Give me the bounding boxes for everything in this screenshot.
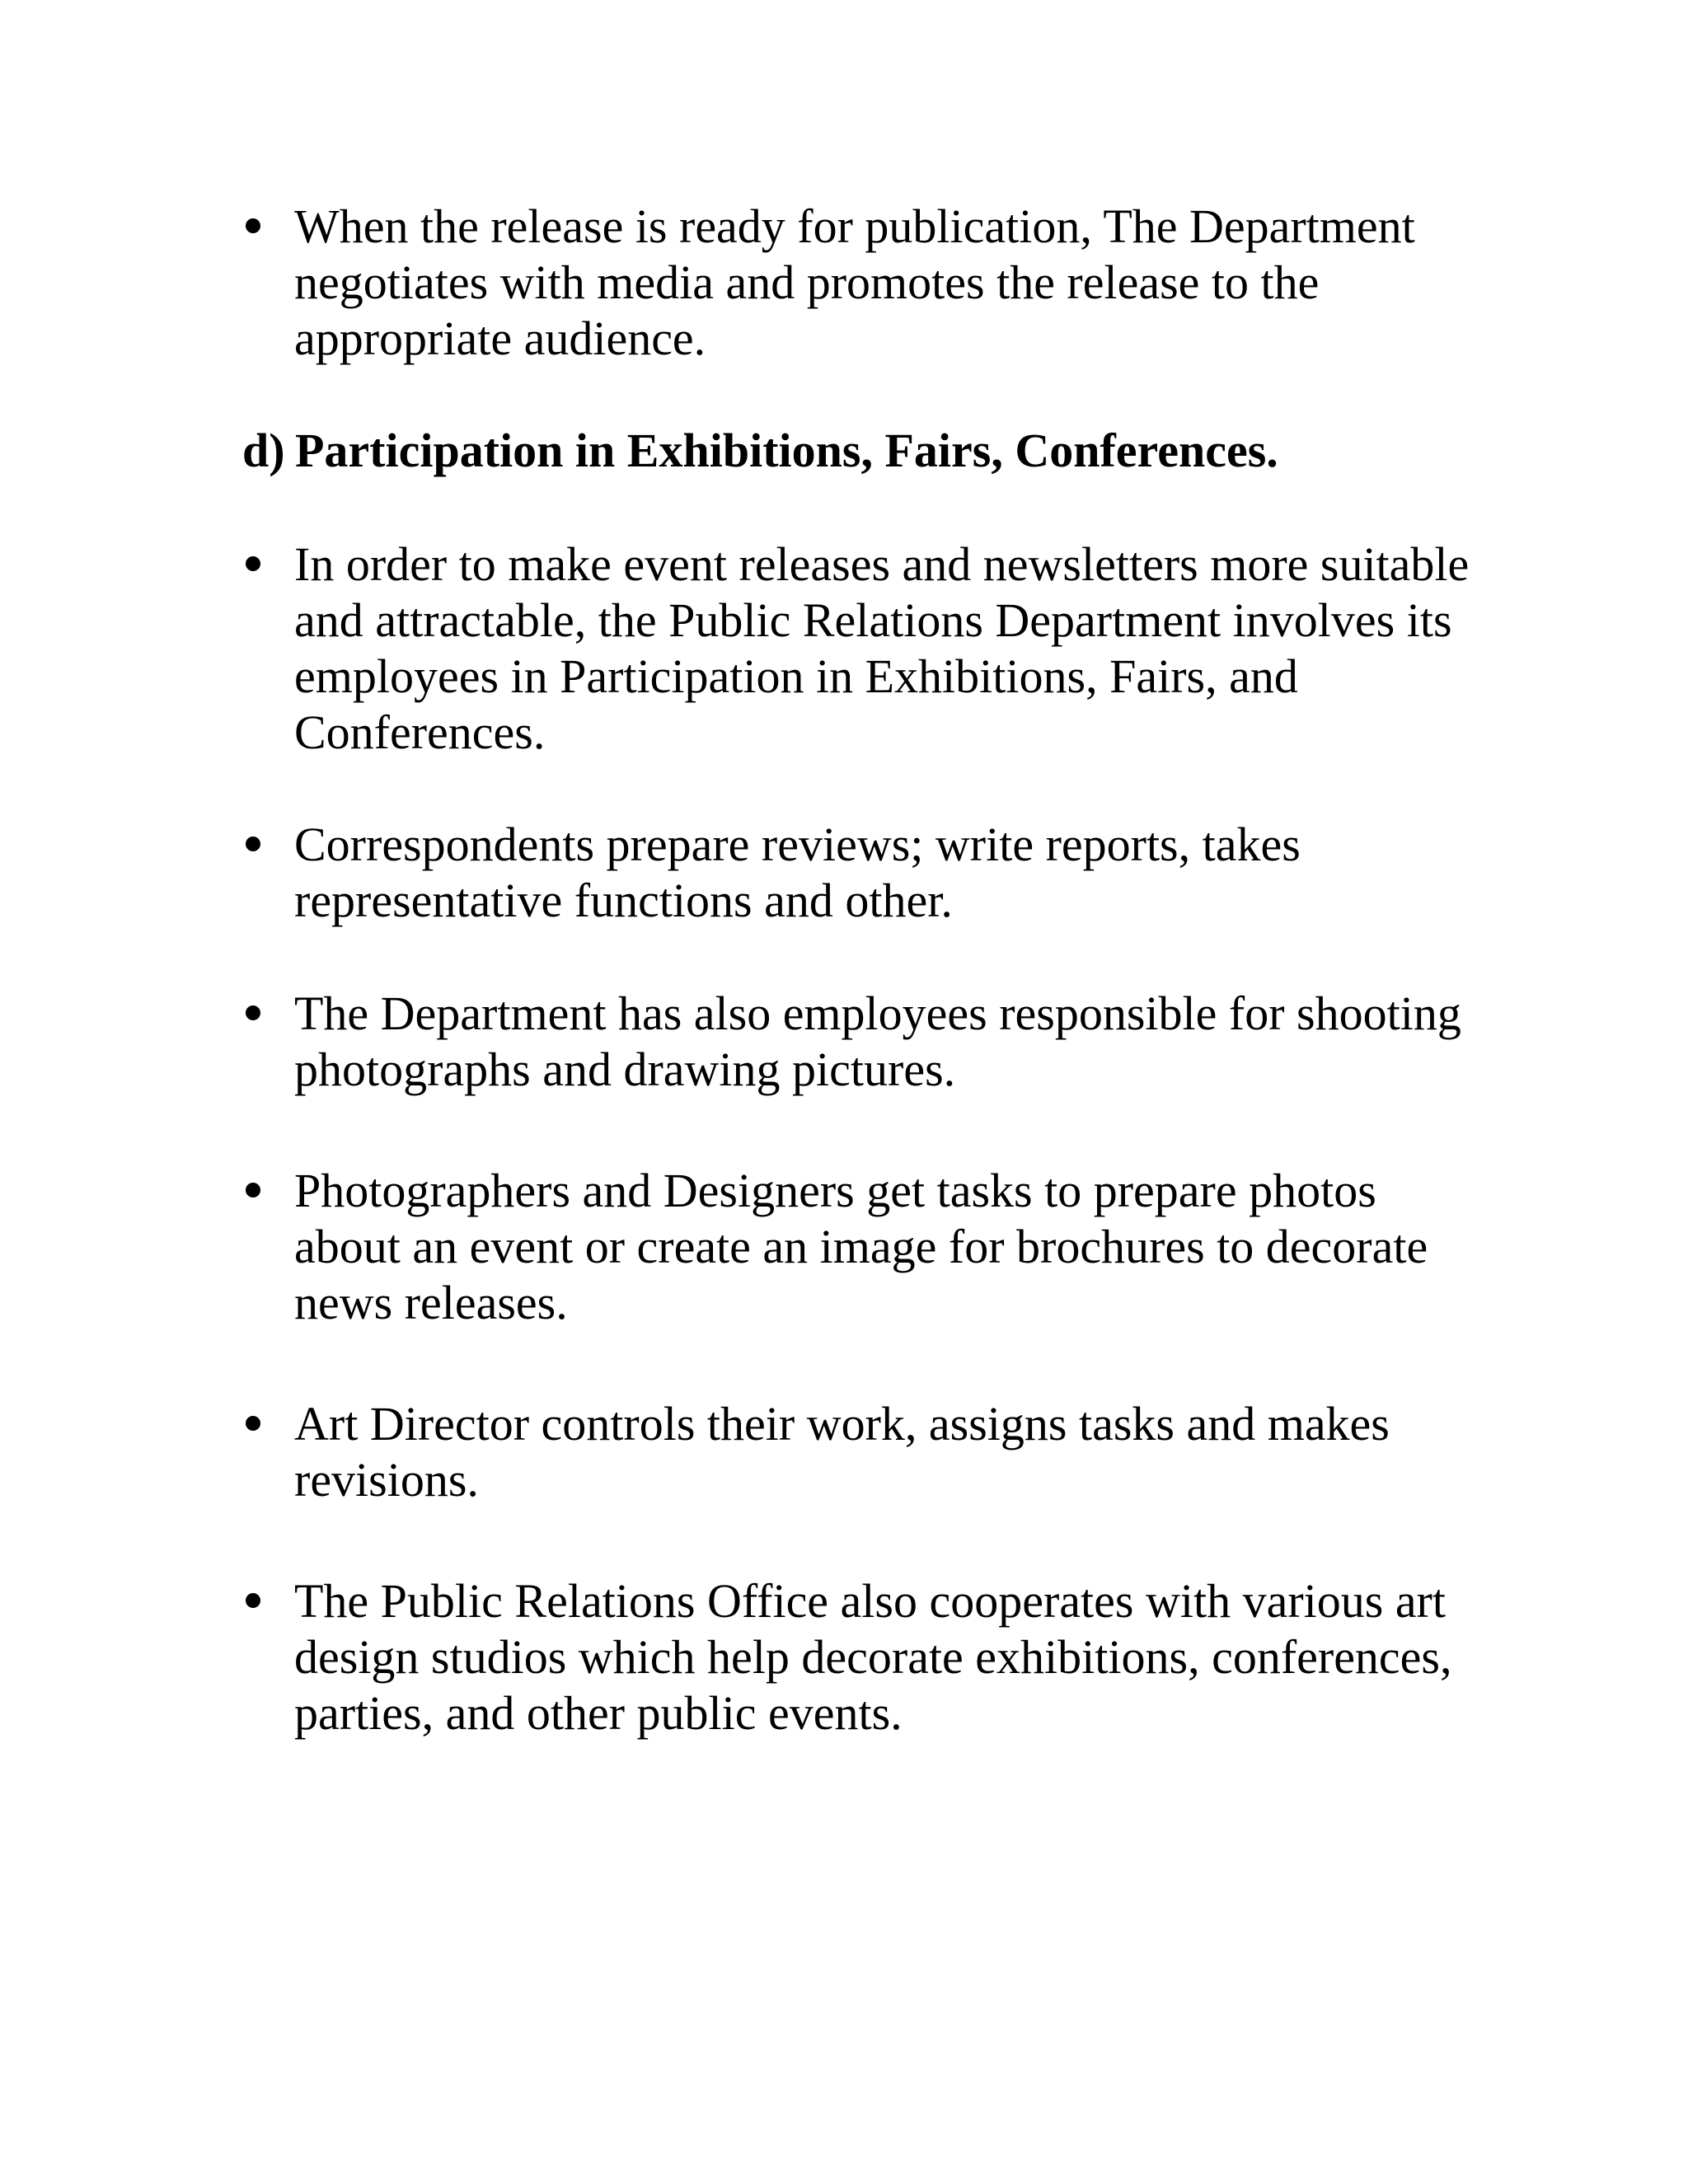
- list-item: [239, 986, 1492, 1098]
- bullet-item: [239, 1396, 1492, 1508]
- bullet-text: The Department has also employees responsible for shooting photographs and drawing pictures.: [294, 987, 1461, 1096]
- list-item: [239, 1163, 1492, 1331]
- bullet-text: In order to make event releases and newsletters more suitable and attractable, the Public Relations Department involves its employees in Participation in Exhibitions, Fairs, and Conferences.: [294, 537, 1470, 759]
- bullet-text: Art Director controls their work, assigns tasks and makes revisions.: [294, 1397, 1390, 1507]
- bullet-item: [239, 1573, 1492, 1741]
- bullet-icon: [246, 1005, 260, 1020]
- bullet-icon: [246, 1183, 260, 1197]
- bullet-item: [239, 537, 1492, 761]
- bullet-icon: [246, 218, 260, 233]
- bullet-item: [239, 986, 1492, 1098]
- bullet-item: [239, 817, 1492, 929]
- list-item: [239, 537, 1492, 761]
- bullet-icon: [246, 837, 260, 851]
- bullet-text: Correspondents prepare reviews; write reports, takes representative functions and other.: [294, 818, 1301, 927]
- section-title: Participation in Exhibitions, Fairs, Conferences.: [295, 424, 1278, 477]
- section-heading: [242, 423, 1495, 479]
- bullet-text: Photographers and Designers get tasks to prepare photos about an event or create an image for brochures to decorate news releases.: [294, 1164, 1428, 1329]
- bullet-text: The Public Relations Office also cooperates with various art design studios which help decorate exhibitions, conferences, parties, and other public events.: [294, 1574, 1452, 1740]
- list-item: [239, 1573, 1492, 1741]
- bullet-icon: [246, 556, 260, 571]
- list-item: [239, 199, 1492, 367]
- section-marker: d): [242, 424, 285, 477]
- bullet-item: [239, 199, 1492, 367]
- list-item: [239, 1396, 1492, 1508]
- bullet-text: When the release is ready for publication, The Department negotiates with media and promotes the release to the appropriate audience.: [294, 199, 1415, 365]
- bullet-icon: [246, 1593, 260, 1608]
- bullet-icon: [246, 1416, 260, 1431]
- list-item: [239, 817, 1492, 929]
- bullet-item: [239, 1163, 1492, 1331]
